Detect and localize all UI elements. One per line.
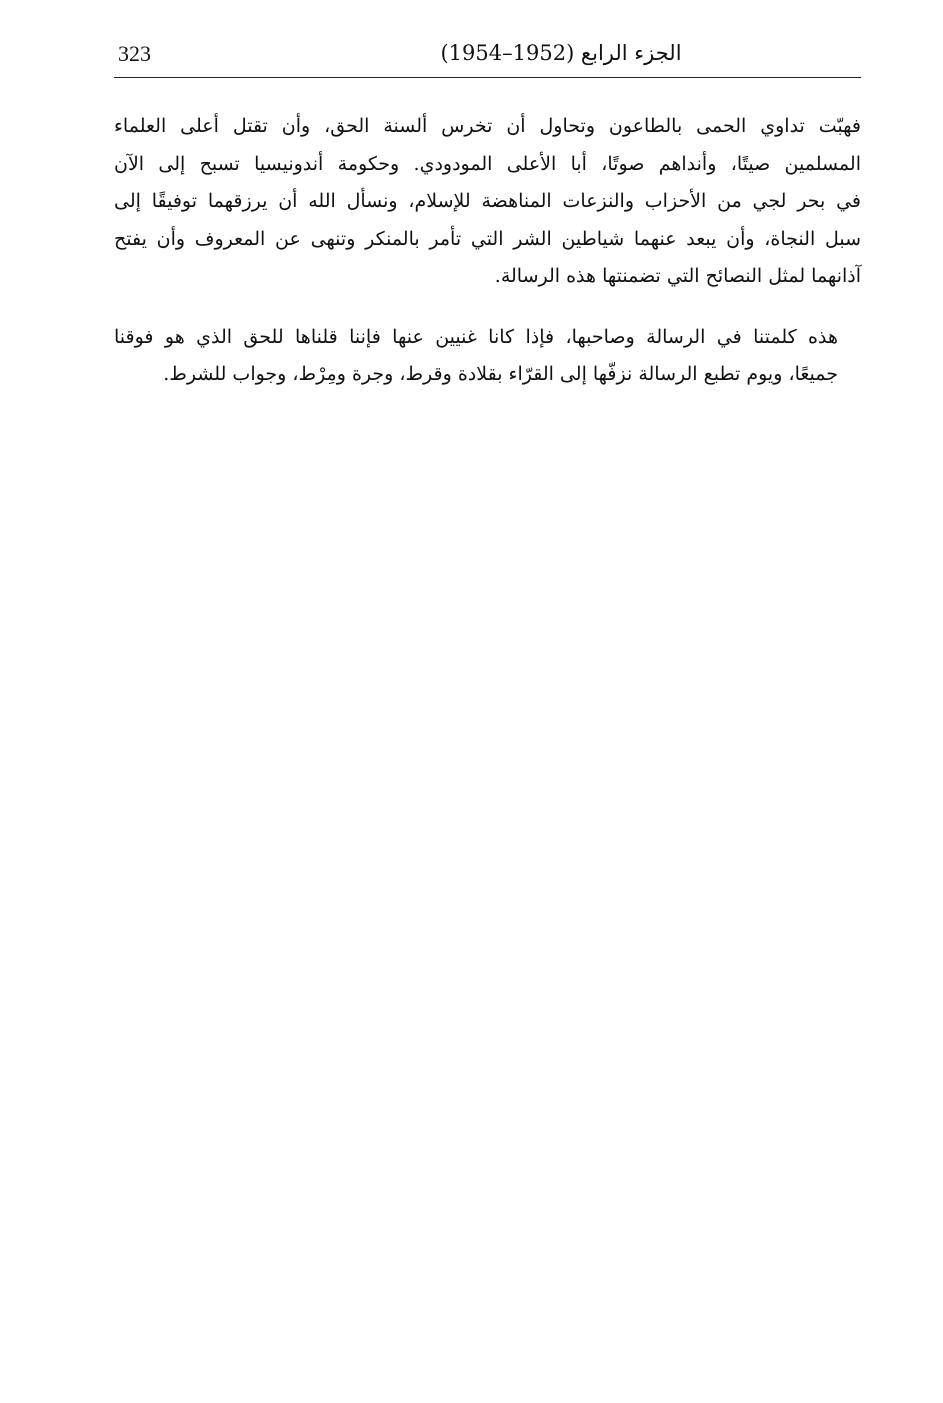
text-line: المسلمين صيتًا، وأنداهم صوتًا، أبا الأعلى المودودي. وحكومة أندونيسيا تسبح إلى الآن xyxy=(114,152,861,175)
text-line: سبل النجاة، وأن يبعد عنهما شياطين الشر التي تأمر بالمنكر وتنهى عن المعروف وأن يفتح xyxy=(114,227,861,250)
text-line: آذانهما لمثل النصائح التي تضمنتها هذه الرسالة. xyxy=(494,265,861,287)
text-line: فهبّت تداوي الحمى بالطاعون وتحاول أن تخرس ألسنة الحق، وأن تقتل أعلى العلماء xyxy=(114,115,861,137)
page-header xyxy=(114,36,861,74)
header-rule xyxy=(114,77,861,78)
text-line: جميعًا، ويوم تطبع الرسالة نزفّها إلى القرّاء بقلادة وقرط، وجرة ومِرْط، وجواب للشرط. xyxy=(163,363,838,385)
running-title: الجزء الرابع (1952–1954) xyxy=(440,41,682,65)
page-number: 323 xyxy=(118,41,151,66)
body-text xyxy=(114,108,861,394)
paragraph-2 xyxy=(114,319,861,394)
text-line: هذه كلمتنا في الرسالة وصاحبها، فإذا كانا غنيين عنها فإننا قلناها للحق الذي هو فوقنا xyxy=(114,325,838,348)
paragraph-1 xyxy=(114,108,861,296)
text-line: في بحر لجي من الأحزاب والنزعات المناهضة للإسلام، ونسأل الله أن يرزقهما توفيقًا إلى xyxy=(114,190,861,212)
